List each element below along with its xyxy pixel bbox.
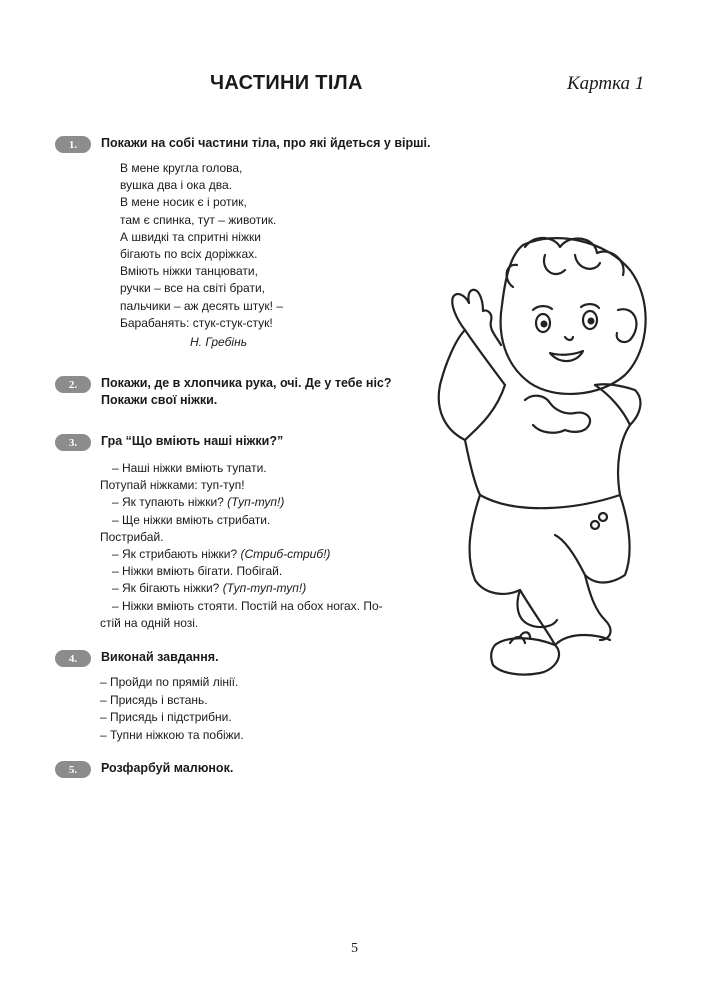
game-dialog — [100, 460, 400, 632]
dialog-answer: (Стриб-стриб!) — [240, 547, 331, 562]
dialog-line: – Ще ніжки вміють стрибати. — [112, 512, 271, 527]
page-number: 5 — [351, 941, 358, 956]
page-title: ЧАСТИНИ ТІЛА — [210, 72, 363, 94]
dialog-line — [100, 580, 400, 597]
task-5-instruction: Розфарбуй малюнок. — [101, 761, 234, 775]
baby-mouth — [550, 351, 583, 361]
task-number-badge: 4. — [55, 650, 91, 667]
task-4 — [55, 649, 219, 667]
dialog-line: – Ніжки вміють бігати. Побігай. — [112, 564, 283, 579]
poem-line: там є спинка, тут – животик. — [120, 212, 277, 227]
dialog-question: – Як бігають ніжки? — [112, 581, 223, 596]
poem-line: В мене кругла голова, — [120, 161, 243, 175]
poem-line: бігають по всіх доріжках. — [120, 247, 258, 262]
poem-line: ручки – все на світі брати, — [120, 281, 265, 296]
pants-button — [591, 521, 599, 529]
task-number-badge: 5. — [55, 761, 91, 778]
list-item: – Тупни ніжкою та побіжи. — [100, 727, 244, 742]
task-number-badge: 2. — [55, 376, 91, 393]
poem-line: Вміють ніжки танцювати, — [120, 264, 258, 279]
dialog-line — [100, 546, 400, 563]
dialog-line: Потупай ніжками: туп-туп! — [100, 478, 245, 493]
pants-button — [599, 513, 607, 521]
card-label: Картка 1 — [567, 73, 645, 94]
dialog-question: – Як тупають ніжки? — [112, 495, 228, 510]
baby-nose — [565, 337, 573, 340]
poem-line: А швидкі та спритні ніжки — [120, 229, 261, 244]
task-3-instruction: Гра “Що вміють наші ніжки?” — [101, 434, 284, 448]
task-3 — [55, 433, 283, 451]
list-item: – Пройди по прямій лінії. — [100, 675, 239, 689]
poem-author: Н. Гребінь — [190, 335, 248, 350]
task-4-list — [100, 674, 244, 744]
poem — [120, 160, 283, 351]
task-1-instruction: Покажи на собі частини тіла, про які йдеться у вірші. — [101, 136, 431, 150]
task-number-badge: 3. — [55, 434, 91, 451]
dialog-answer: (Туп-туп!) — [227, 495, 285, 510]
baby-ear — [617, 309, 637, 342]
dialog-question: – Як стрибають ніжки? — [112, 547, 241, 562]
list-item: – Присядь і підстрибни. — [100, 710, 232, 724]
dialog-answer: (Туп-туп-туп!) — [222, 581, 307, 596]
dialog-line: стій на одній нозі. — [100, 615, 199, 630]
task-4-instruction: Виконай завдання. — [101, 650, 219, 664]
baby-head — [501, 238, 646, 394]
dialog-line: – Наші ніжки вміють тупати. — [112, 461, 267, 475]
task-2-line-1: Покажи, де в хлопчика рука, очі. Де у тебе ніс? — [101, 376, 392, 390]
task-2 — [55, 375, 392, 409]
poem-line: В мене носик є і ротик, — [120, 195, 247, 210]
task-number-badge: 1. — [55, 136, 91, 153]
dialog-line: Пострибай. — [100, 529, 164, 544]
dialog-line — [100, 494, 400, 511]
baby-illustration — [405, 225, 665, 695]
task-2-instruction — [101, 375, 392, 409]
task-5 — [55, 760, 233, 778]
baby-pants — [470, 495, 630, 645]
task-2-line-2: Покажи свої ніжки. — [101, 393, 218, 407]
baby-hand — [525, 396, 590, 433]
list-item: – Присядь і встань. — [100, 692, 208, 707]
poem-line: вушка два і ока два. — [120, 178, 232, 193]
dialog-line: – Ніжки вміють стояти. Постій на обох ногах. По- — [112, 598, 383, 613]
poem-line: пальчики – аж десять штук! – — [120, 298, 284, 313]
poem-line: Барабанять: стук-стук-стук! — [120, 315, 273, 330]
task-1 — [55, 135, 431, 153]
